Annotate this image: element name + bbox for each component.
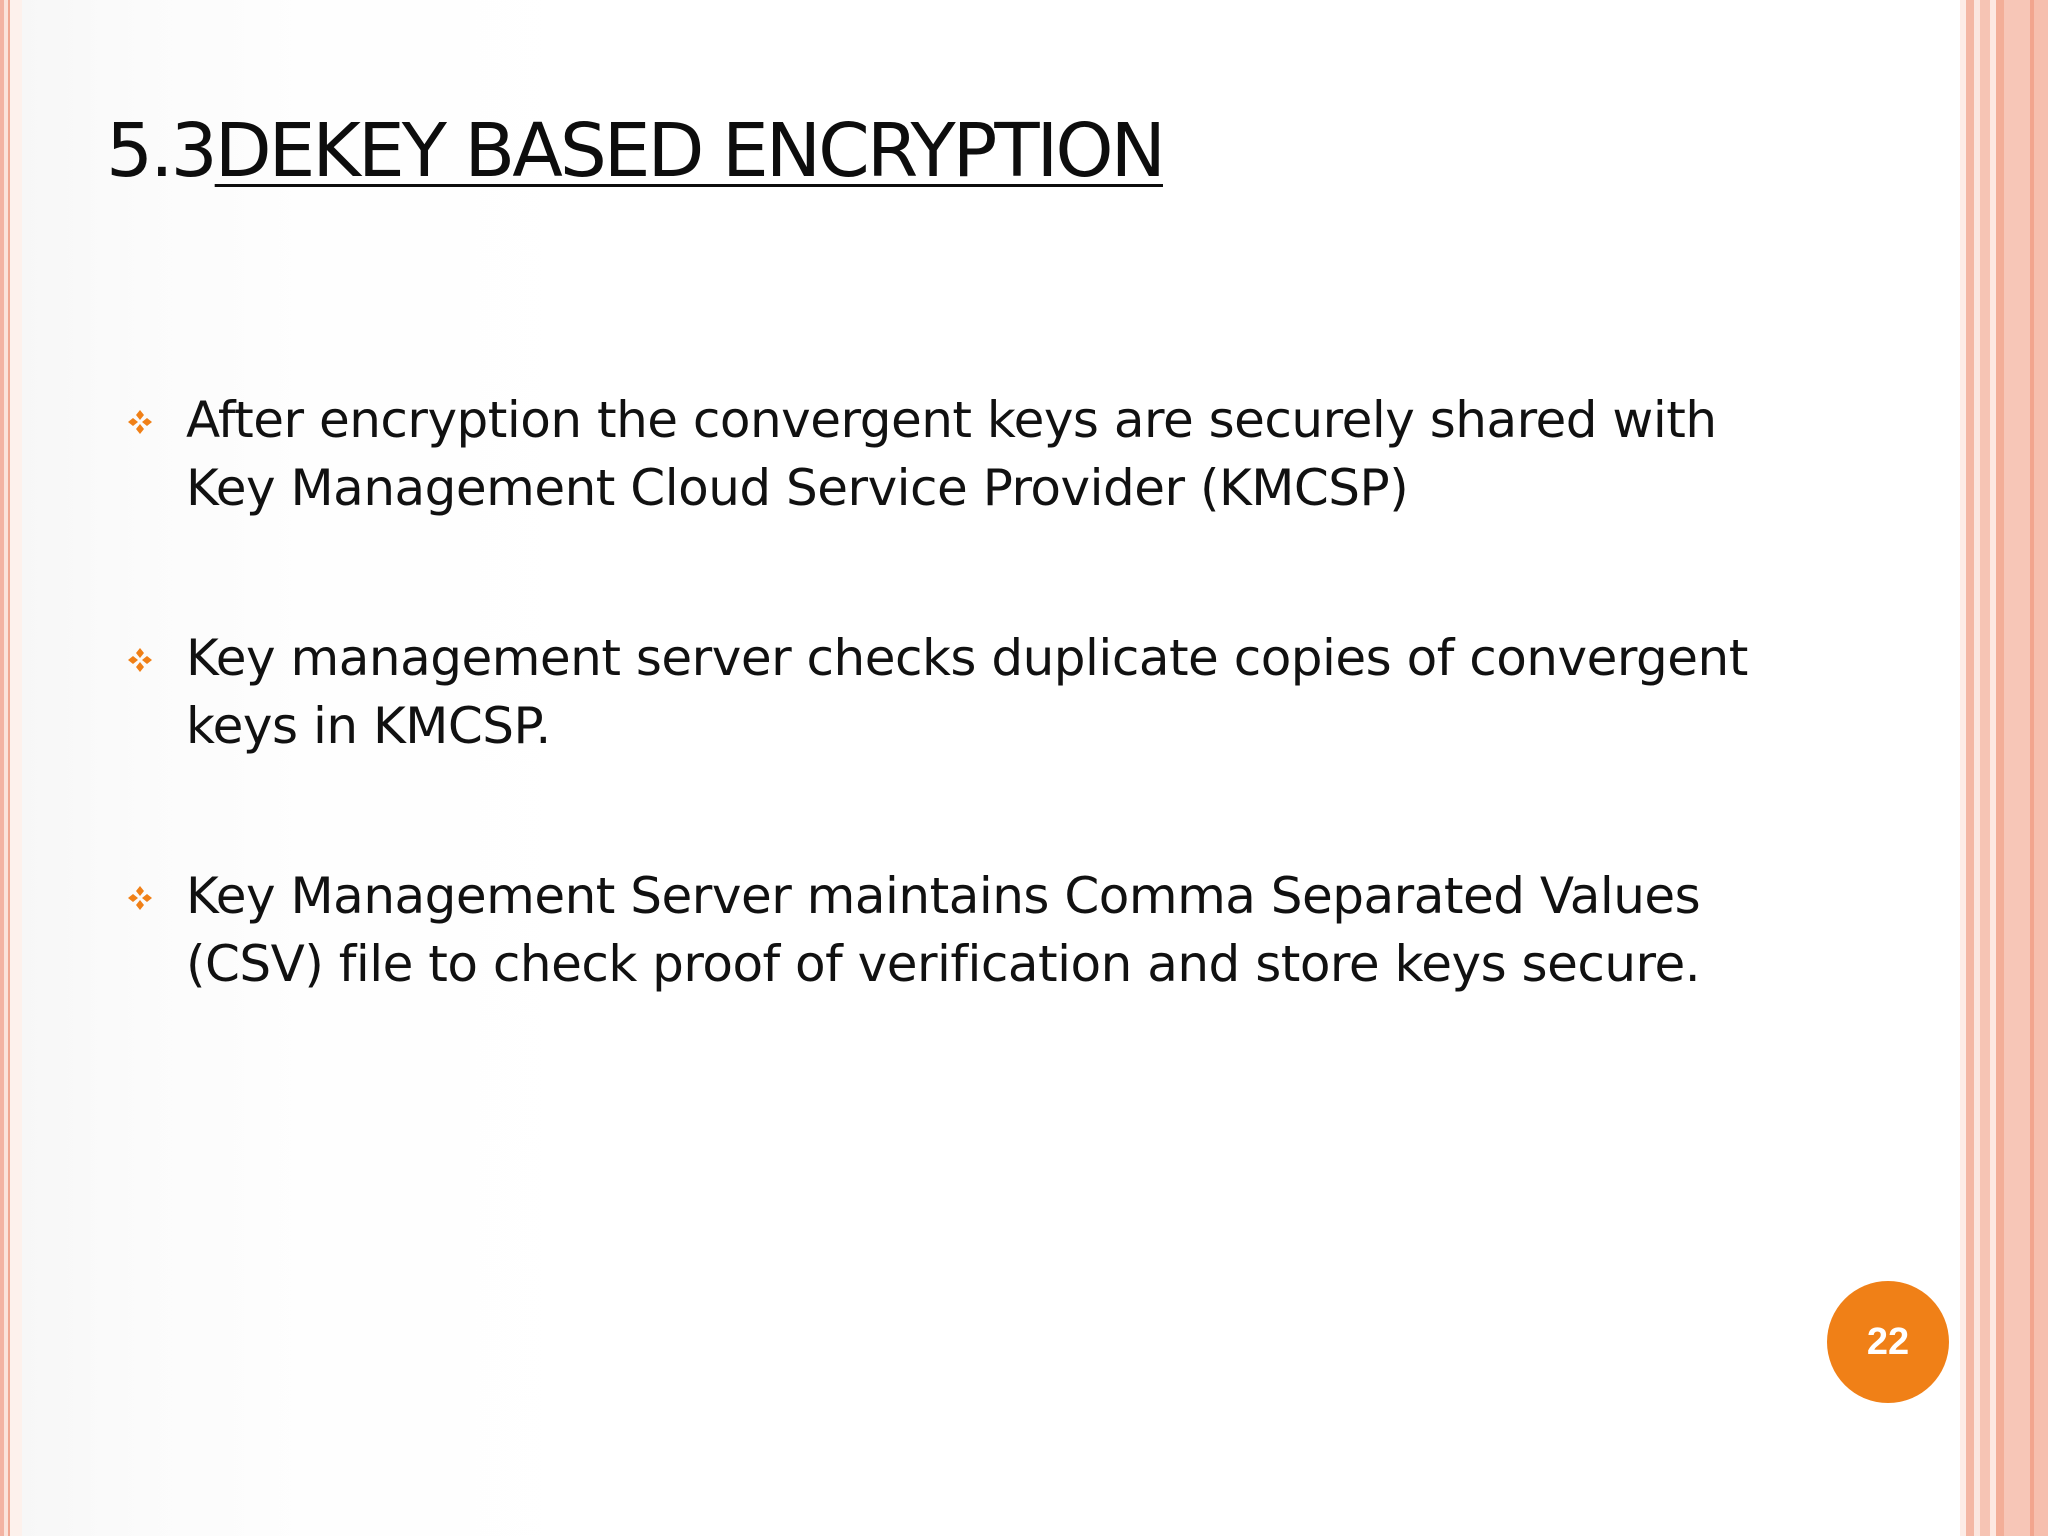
four-diamond-bullet-icon [126, 646, 154, 674]
bullet-line-1: Key Management Server maintains Comma Separated Values [186, 867, 1701, 925]
bullet-line-2: (CSV) file to check proof of verification and store keys secure. [186, 935, 1701, 993]
right-decorative-border [1960, 0, 2048, 1536]
bullet-item [120, 862, 1760, 998]
title-text: DEKEY BASED ENCRYPTION [214, 108, 1163, 194]
four-diamond-bullet-icon [126, 884, 154, 912]
slide-title [106, 108, 1163, 194]
bullet-item [120, 386, 1760, 522]
bullet-line-1: After encryption the convergent keys are securely shared with [186, 391, 1717, 449]
bullet-item [120, 624, 1760, 760]
page-number-badge: 22 [1827, 1281, 1949, 1403]
bullet-list [120, 386, 1760, 1100]
bullet-line-2: keys in KMCSP. [186, 697, 551, 755]
left-decorative-border [0, 0, 22, 1536]
bullet-line-2: Key Management Cloud Service Provider (KMCSP) [186, 459, 1409, 517]
bullet-line-1: Key management server checks duplicate copies of convergent [186, 629, 1748, 687]
title-prefix: 5.3 [106, 108, 215, 194]
four-diamond-bullet-icon [126, 408, 154, 436]
